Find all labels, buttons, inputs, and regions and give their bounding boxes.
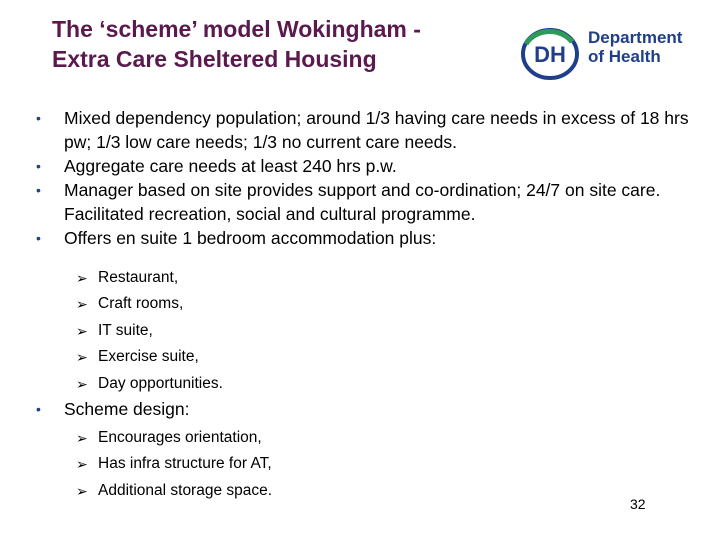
sub-list-item: ➢ IT suite,: [76, 318, 223, 344]
sub-list-item: ➢ Craft rooms,: [76, 291, 223, 317]
arrow-bullet-icon: ➢: [76, 270, 88, 286]
logo-line-1: Department: [588, 28, 683, 47]
dh-logo-icon: [520, 26, 582, 82]
bullet-dot-icon: •: [36, 401, 41, 417]
bullet-item: • Offers en suite 1 bedroom accommodation plus:: [36, 228, 437, 248]
bullet-dot-icon: •: [36, 230, 41, 246]
bullet-dot-icon: •: [36, 182, 41, 198]
logo-line-2: of Health: [588, 47, 661, 66]
arrow-bullet-icon: ➢: [76, 456, 88, 473]
department-of-health-logo: [520, 26, 690, 86]
sub-list-item: ➢ Has infra structure for AT,: [76, 451, 272, 477]
bullet-item: • Scheme design:: [36, 399, 190, 419]
main-bullet-list: [30, 106, 690, 250]
slide-title-line-1: The ‘scheme’ model Wokingham -: [52, 16, 421, 42]
dh-logo-initials: DH: [534, 42, 566, 67]
arrow-bullet-icon: ➢: [76, 349, 88, 366]
bullet-item: • Aggregate care needs at least 240 hrs p.w.: [36, 156, 397, 176]
sub-list-item: ➢ Encourages orientation,: [76, 425, 272, 451]
arrow-bullet-icon: ➢: [76, 296, 88, 313]
arrow-bullet-icon: ➢: [76, 430, 88, 446]
design-sub-list: [76, 425, 272, 504]
arrow-bullet-icon: ➢: [76, 322, 88, 339]
bullet-item: • Manager based on site provides support and co-ordination; 24/7 on site care. Facilitated recreation, social and cultural programme.: [36, 180, 661, 224]
bullet-dot-icon: •: [36, 158, 41, 174]
bullet-item: • Mixed dependency population; around 1/3 having care needs in excess of 18 hrs pw; 1/3 low care needs; 1/3 no current care needs.: [36, 108, 689, 152]
slide-title-line-2: Extra Care Sheltered Housing: [52, 46, 377, 72]
page-number: 32: [630, 496, 646, 512]
logo-wordmark: [588, 28, 698, 66]
scheme-bullet-list: [30, 397, 430, 421]
accommodation-sub-list: [76, 265, 223, 397]
sub-list-item: ➢ Additional storage space.: [76, 478, 272, 504]
arrow-bullet-icon: ➢: [76, 375, 88, 392]
slide-title: [52, 14, 492, 74]
bullet-dot-icon: •: [36, 110, 41, 126]
sub-list-item: ➢ Exercise suite,: [76, 344, 223, 370]
sub-list-item: ➢ Day opportunities.: [76, 371, 223, 397]
arrow-bullet-icon: ➢: [76, 482, 88, 499]
sub-list-item: ➢ Restaurant,: [76, 265, 223, 291]
